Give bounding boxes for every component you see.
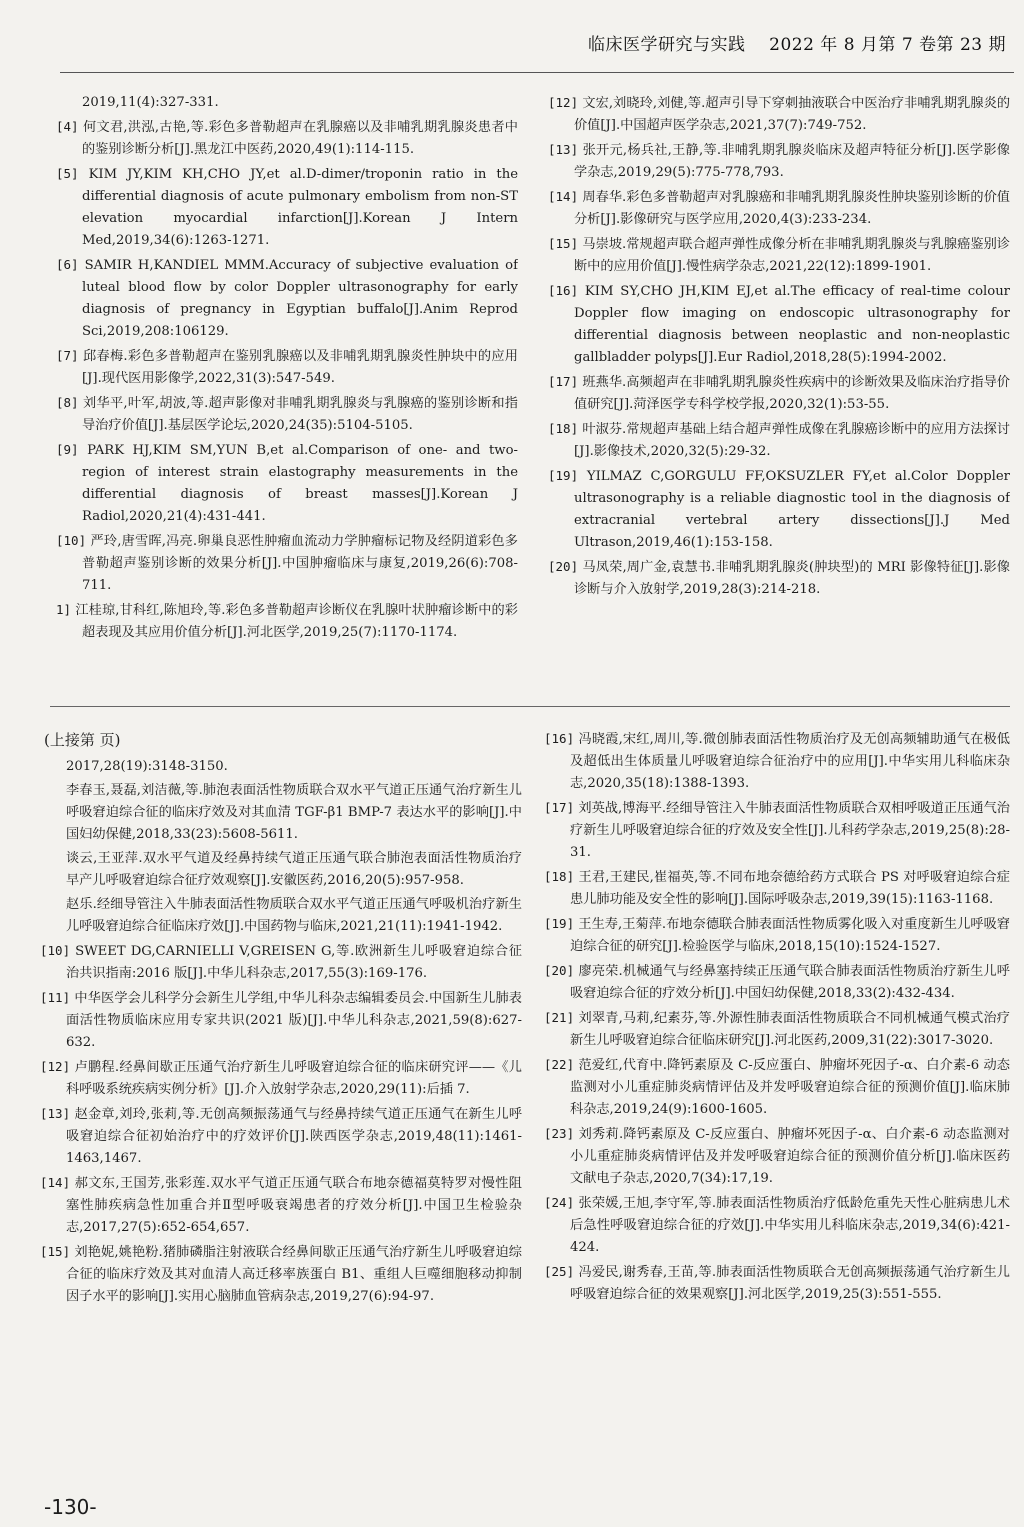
reference-entry — [40, 987, 522, 1054]
reference-text: 廖亮荣.机械通气与经鼻塞持续正压通气联合肺表面活性物质治疗新生儿呼吸窘迫综合征的疗效分析[J].中国妇幼保健,2018,33(2):432-434. — [570, 964, 1010, 1001]
reference-entry — [544, 797, 1010, 864]
reference-text: 何文君,洪泓,古艳,等.彩色多普勒超声在乳腺癌以及非哺乳期乳腺炎患者中的鉴别诊断分析[J].黑龙江中医药,2020,49(1):114-115. — [82, 120, 518, 157]
reference-entry — [548, 92, 1010, 137]
top-left-column — [56, 92, 518, 692]
section-divider — [50, 706, 1010, 707]
reference-entry — [548, 233, 1010, 278]
reference-entry — [56, 116, 518, 161]
reference-number: [5] — [56, 166, 79, 181]
reference-text: 卢鹏程.经鼻间歇正压通气治疗新生儿呼吸窘迫综合征的临床研究评——《儿科呼吸系统疾病实例分析》[J].介入放射学杂志,2020,29(11):后插 7. — [66, 1060, 522, 1097]
reference-text: YILMAZ C,GORGULU FF,OKSUZLER FY,et al.Color Doppler ultrasonography is a reliable diagnostic tool in the diagnosis of extracranial vertebral artery dissections[J].J Med Ultrason,2019,46(1):153-158. — [574, 469, 1010, 550]
reference-entry — [40, 894, 522, 938]
reference-text: 邱春梅.彩色多普勒超声在鉴别乳腺癌以及非哺乳期乳腺炎性肿块中的应用[J].现代医用影像学,2022,31(3):547-549. — [82, 349, 518, 386]
reference-entry — [56, 530, 518, 597]
reference-number: [14] — [40, 1175, 71, 1190]
reference-entry — [56, 254, 518, 343]
bottom-left-column — [40, 728, 522, 1488]
reference-text: 2019,11(4):327-331. — [82, 95, 219, 110]
reference-entry — [544, 1261, 1010, 1306]
reference-text: 郝文东,王国芳,张彩莲.双水平气道正压通气联合布地奈德福莫特罗对慢性阻塞性肺疾病急性加重合并Ⅱ型呼吸衰竭患者的疗效分析[J].中国卫生检验杂志,2017,27(5):652-654,657. — [66, 1176, 522, 1235]
reference-text: 马崇坡.常规超声联合超声弹性成像分析在非哺乳期乳腺炎与乳腺癌鉴别诊断中的应用价值[J].慢性病学杂志,2021,22(12):1899-1901. — [574, 237, 1010, 274]
bottom-references-section — [0, 728, 1024, 1488]
reference-number: [21] — [544, 1010, 575, 1025]
reference-text: 赵金章,刘玲,张莉,等.无创高频振荡通气与经鼻持续气道正压通气在新生儿呼吸窘迫综合征初始治疗中的疗效评价[J].陕西医学杂志,2019,48(11):1461-1463,1467. — [66, 1107, 522, 1166]
reference-entry — [40, 1056, 522, 1101]
reference-text: 赵乐.经细导管注入牛肺表面活性物质联合双水平气道正压通气呼吸机治疗新生儿呼吸窘迫综合征临床疗效[J].中国药物与临床,2021,21(11):1941-1942. — [66, 897, 522, 934]
reference-text: 刘英战,博海平.经细导管注入牛肺表面活性物质联合双相呼吸道正压通气治疗新生儿呼吸窘迫综合征的疗效及安全性[J].儿科药学杂志,2019,25(8):28-31. — [570, 801, 1010, 860]
reference-number: [10] — [56, 533, 87, 548]
reference-entry — [56, 92, 518, 114]
reference-number: [13] — [548, 142, 579, 157]
reference-text: SAMIR H,KANDIEL MMM.Accuracy of subjective evaluation of luteal blood flow by color Doppler ultrasonography for early diagnosis of pregnancy in Egyptian buffalo[J].Anim Reprod Sci,2019,208:106129. — [82, 258, 518, 339]
reference-number: [15] — [548, 236, 579, 251]
reference-number: [11] — [40, 990, 71, 1005]
reference-entry — [544, 1123, 1010, 1190]
reference-number: [20] — [548, 559, 579, 574]
reference-entry — [40, 940, 522, 985]
reference-entry — [40, 1103, 522, 1170]
reference-number: [8] — [56, 395, 79, 410]
journal-header — [588, 30, 1006, 55]
reference-number: [12] — [548, 95, 579, 110]
reference-text: 叶淑芬.常规超声基础上结合超声弹性成像在乳腺癌诊断中的应用方法探讨[J].影像技术,2020,32(5):29-32. — [574, 422, 1010, 459]
reference-entry — [56, 163, 518, 252]
reference-entry — [544, 1192, 1010, 1259]
reference-entry — [40, 848, 522, 892]
reference-number: 1] — [56, 602, 72, 617]
reference-number: [18] — [548, 421, 579, 436]
reference-number: [20] — [544, 963, 575, 978]
reference-text: 冯爱民,谢秀春,王苗,等.肺表面活性物质联合无创高频振荡通气治疗新生儿呼吸窘迫综合征的效果观察[J].河北医学,2019,25(3):551-555. — [570, 1265, 1010, 1302]
reference-text: 马凤荣,周广金,袁慧书.非哺乳期乳腺炎(肿块型)的 MRI 影像特征[J].影像诊断与介入放射学,2019,28(3):214-218. — [574, 560, 1010, 597]
reference-entry — [56, 345, 518, 390]
reference-text: 文宏,刘晓玲,刘健,等.超声引导下穿刺抽液联合中医治疗非哺乳期乳腺炎的价值[J].中国超声医学杂志,2021,37(7):749-752. — [574, 96, 1010, 133]
page-number: -130- — [44, 1495, 97, 1519]
reference-entry — [548, 418, 1010, 463]
reference-entry — [548, 556, 1010, 601]
top-references-section — [0, 92, 1024, 692]
reference-entry — [56, 392, 518, 437]
reference-text: KIM JY,KIM KH,CHO JY,et al.D-dimer/troponin ratio in the differential diagnosis of acute pulmonary embolism from non-ST elevation myocardial infarction[J].Korean J Intern Med,2019,34(6):1263-1271. — [82, 167, 518, 248]
reference-text: 严玲,唐雪晖,冯亮.卵巢良恶性肿瘤血流动力学肿瘤标记物及经阴道彩色多普勒超声鉴别诊断的效果分析[J].中国肿瘤临床与康复,2019,26(6):708-711. — [82, 534, 518, 593]
reference-entry — [548, 465, 1010, 554]
reference-number: [19] — [544, 916, 575, 931]
reference-number: [17] — [544, 800, 575, 815]
reference-entry — [544, 866, 1010, 911]
reference-entry — [544, 1054, 1010, 1121]
reference-number: [14] — [548, 189, 579, 204]
reference-entry — [56, 599, 518, 644]
reference-number: [17] — [548, 374, 579, 389]
journal-issue: 2022 年 8 月第 7 卷第 23 期 — [769, 35, 1006, 55]
reference-number: [15] — [40, 1244, 71, 1259]
reference-entry — [548, 186, 1010, 231]
reference-entry — [548, 371, 1010, 416]
reference-number: [25] — [544, 1264, 575, 1279]
reference-text: 冯晓霞,宋红,周川,等.微创肺表面活性物质治疗及无创高频辅助通气在极低及超低出生体质量儿呼吸窘迫综合征治疗中的应用[J].中华实用儿科临床杂志,2020,35(18):1388-1393. — [570, 732, 1010, 791]
reference-entry — [40, 1172, 522, 1239]
reference-number: [23] — [544, 1126, 575, 1141]
reference-text: PARK HJ,KIM SM,YUN B,et al.Comparison of one- and two-region of interest strain elastography measurements in the differential diagnosis of breast masses[J].Korean J Radiol,2020,21(4):431-441. — [82, 443, 518, 524]
reference-text: 2017,28(19):3148-3150. — [66, 759, 228, 774]
reference-text: 刘艳妮,姚艳粉.猪肺磷脂注射液联合经鼻间歇正压通气治疗新生儿呼吸窘迫综合征的临床疗效及其对血清人高迁移率族蛋白 B1、重组人巨噬细胞移动抑制因子水平的影响[J].实用心脑肺血管病杂志,2019,27(6):94-97. — [66, 1245, 522, 1304]
reference-entry — [544, 728, 1010, 795]
reference-entry — [548, 280, 1010, 369]
reference-text: 王生寿,王菊萍.布地奈德联合肺表面活性物质雾化吸入对重度新生儿呼吸窘迫综合征的研究[J].检验医学与临床,2018,15(10):1524-1527. — [570, 917, 1010, 954]
reference-text: 李春玉,聂磊,刘洁薇,等.肺泡表面活性物质联合双水平气道正压通气治疗新生儿呼吸窘迫综合征的临床疗效及对其血清 TGF-β1 BMP-7 表达水平的影响[J].中国妇幼保健,2018,33(23):5608-5611. — [66, 783, 522, 842]
reference-text: 中华医学会儿科学分会新生儿学组,中华儿科杂志编辑委员会.中国新生儿肺表面活性物质临床应用专家共识(2021 版)[J].中华儿科杂志,2021,59(8):627-632. — [66, 991, 522, 1050]
reference-number: [10] — [40, 943, 71, 958]
reference-number: [9] — [56, 442, 79, 457]
reference-text: 谈云,王亚萍.双水平气道及经鼻持续气道正压通气联合肺泡表面活性物质治疗早产儿呼吸窘迫综合征疗效观察[J].安徽医药,2016,20(5):957-958. — [66, 851, 522, 888]
reference-number: [16] — [548, 283, 579, 298]
journal-name: 临床医学研究与实践 — [588, 35, 746, 55]
reference-number: [24] — [544, 1195, 575, 1210]
reference-text: 范爱红,代育中.降钙素原及 C-反应蛋白、肿瘤坏死因子-α、白介素-6 动态监测对小儿重症肺炎病情评估及并发呼吸窘迫综合征的预测价值[J].临床肺科杂志,2019,24(9):1600-1605. — [570, 1058, 1010, 1117]
reference-text: 张开元,杨兵社,王静,等.非哺乳期乳腺炎临床及超声特征分析[J].医学影像学杂志,2019,29(5):775-778,793. — [574, 143, 1010, 180]
reference-text: 王君,王建民,崔福英,等.不同布地奈德给药方式联合 PS 对呼吸窘迫综合症患儿肺功能及安全性的影响[J].国际呼吸杂志,2019,39(15):1163-1168. — [570, 870, 1010, 907]
reference-entry — [544, 913, 1010, 958]
reference-number: [22] — [544, 1057, 575, 1072]
reference-text: 班燕华.高频超声在非哺乳期乳腺炎性疾病中的诊断效果及临床治疗指导价值研究[J].菏泽医学专科学校学报,2020,32(1):53-55. — [574, 375, 1010, 412]
reference-entry — [544, 960, 1010, 1005]
reference-text: 刘华平,叶军,胡波,等.超声影像对非哺乳期乳腺炎与乳腺癌的鉴别诊断和指导治疗价值[J].基层医学论坛,2020,24(35):5104-5105. — [82, 396, 518, 433]
reference-number: [12] — [40, 1059, 71, 1074]
reference-text: 江桂琼,甘科红,陈旭玲,等.彩色多普勒超声诊断仪在乳腺叶状肿瘤诊断中的彩超表现及其应用价值分析[J].河北医学,2019,25(7):1170-1174. — [75, 603, 518, 640]
reference-number: [16] — [544, 731, 575, 746]
reference-text: 刘秀莉.降钙素原及 C-反应蛋白、肿瘤坏死因子-α、白介素-6 动态监测对小儿重症肺炎病情评估及并发呼吸窘迫综合征的预测价值分析[J].临床医药文献电子杂志,2020,7(34):17,19. — [570, 1127, 1010, 1186]
reference-number: [13] — [40, 1106, 71, 1121]
reference-text: 周春华.彩色多普勒超声对乳腺癌和非哺乳期乳腺炎性肿块鉴别诊断的价值分析[J].影像研究与医学应用,2020,4(3):233-234. — [574, 190, 1010, 227]
continued-from-note: (上接第 页) — [44, 731, 121, 749]
reference-entry — [40, 1241, 522, 1308]
reference-text: SWEET DG,CARNIELLI V,GREISEN G,等.欧洲新生儿呼吸窘迫综合征 治共识指南:2016 版[J].中华儿科杂志,2017,55(3):169-176. — [66, 944, 522, 981]
reference-number: [19] — [548, 468, 579, 483]
reference-text: 刘翠青,马莉,纪素芬,等.外源性肺表面活性物质联合不同机械通气模式治疗新生儿呼吸窘迫综合征临床研究[J].河北医药,2009,31(22):3017-3020. — [570, 1011, 1010, 1048]
reference-entry — [40, 756, 522, 778]
reference-number: [18] — [544, 869, 575, 884]
top-right-column — [548, 92, 1010, 692]
header-rule — [60, 72, 1014, 73]
reference-entry — [40, 780, 522, 846]
reference-number: [7] — [56, 348, 79, 363]
reference-text: 张荣媛,王旭,李守军,等.肺表面活性物质治疗低龄危重先天性心脏病患儿术后急性呼吸窘迫综合征的疗效[J].中华实用儿科临床杂志,2019,34(6):421-424. — [570, 1196, 1010, 1255]
reference-entry — [544, 1007, 1010, 1052]
reference-number: [6] — [56, 257, 79, 272]
reference-entry — [56, 439, 518, 528]
reference-text: KIM SY,CHO JH,KIM EJ,et al.The efficacy of real-time colour Doppler flow imaging on endoscopic ultrasonography for differential diagnosis between neoplastic and non-neoplastic gallbladder polyps[J].Eur Radiol,2018,28(5):1994-2002. — [574, 284, 1010, 365]
reference-number: [4] — [56, 119, 79, 134]
reference-entry — [548, 139, 1010, 184]
bottom-right-column — [544, 728, 1010, 1488]
